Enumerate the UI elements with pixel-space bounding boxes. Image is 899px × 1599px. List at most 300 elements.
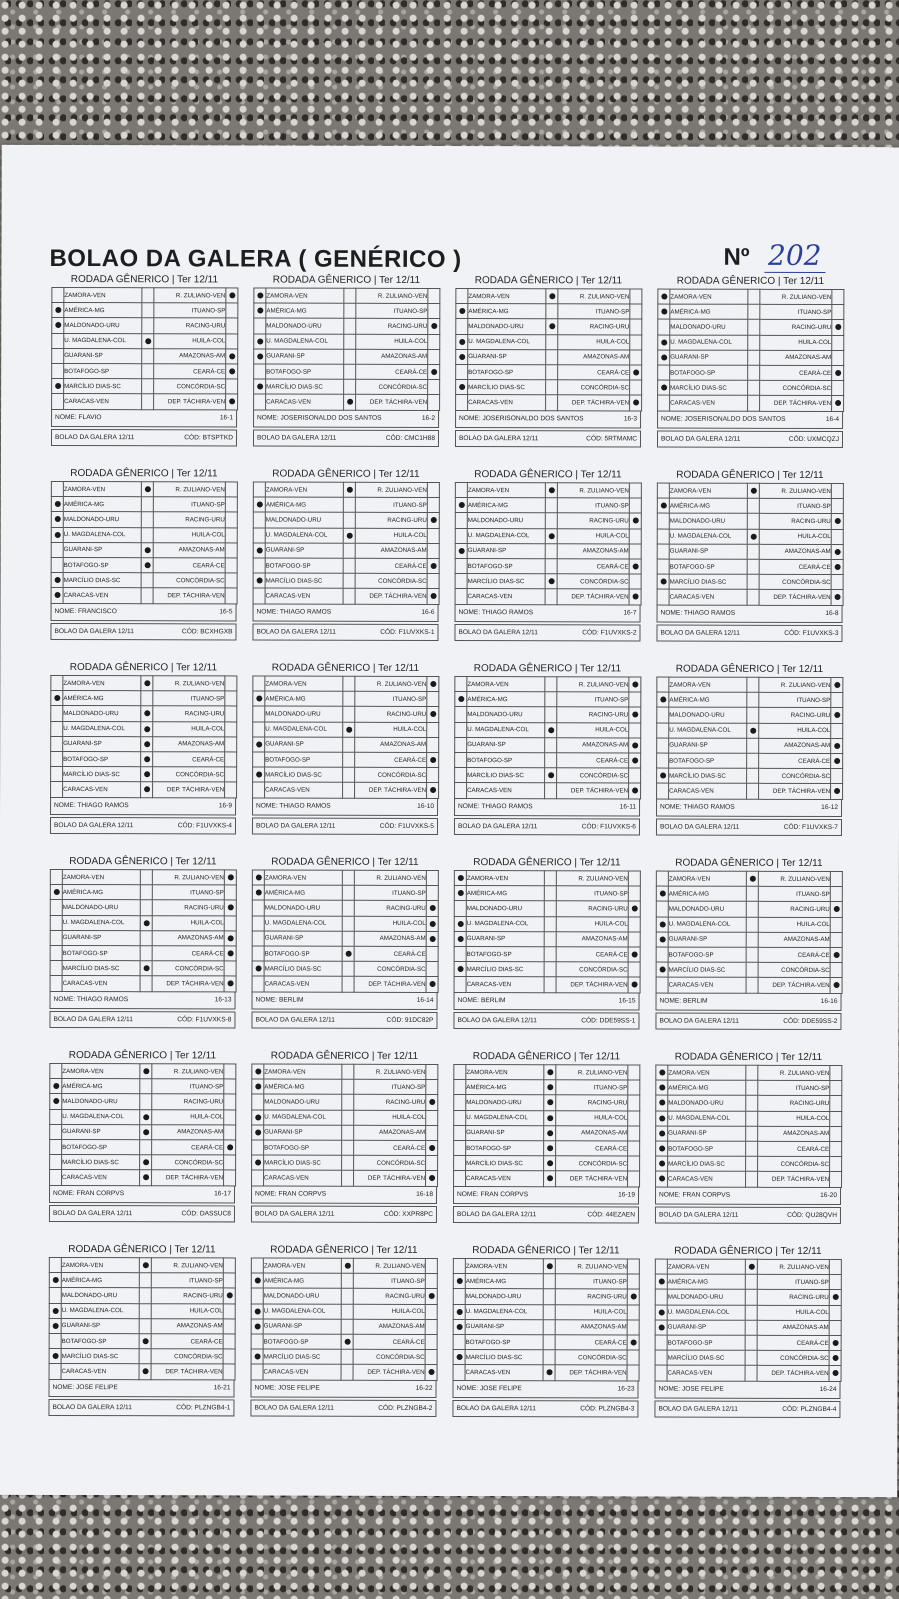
pick-home-cell (454, 1080, 466, 1095)
pick-home-cell (252, 946, 264, 961)
pick-away-cell (628, 1156, 640, 1171)
pick-home-cell (50, 930, 62, 945)
away-team: RACING-URU (558, 319, 630, 334)
ticket (453, 856, 639, 1028)
game-row (254, 379, 440, 395)
pick-home-cell (454, 962, 466, 977)
ticket (50, 467, 236, 639)
pick-home-cell (253, 691, 265, 706)
game-row (51, 675, 237, 691)
ticket-code: CÓD: PLZNGB4-1 (176, 1403, 231, 1411)
home-team: GUARANI-SP (669, 738, 747, 753)
game-row (455, 752, 641, 768)
game-row (454, 1140, 640, 1156)
away-team: AMAZONAS-AM (355, 543, 427, 558)
games-table (655, 1065, 842, 1188)
pick-away-cell (225, 482, 237, 497)
pick-mark-icon (53, 1098, 59, 1104)
pick-draw-cell (342, 1155, 354, 1170)
pick-home-cell (51, 782, 63, 797)
pick-home-cell (251, 1273, 263, 1288)
pick-away-cell (627, 1335, 639, 1350)
game-row (51, 497, 237, 513)
pick-away-cell (226, 318, 238, 333)
pick-home-cell (456, 334, 468, 349)
away-team: CONCÓRDIA-SC (354, 1155, 426, 1170)
pick-mark-icon (229, 399, 235, 405)
away-team: R. ZULIANO-VEN (154, 288, 226, 303)
game-row (455, 768, 641, 784)
pick-mark-icon (661, 309, 667, 315)
home-team: ZAMORA-VEN (263, 1258, 341, 1273)
home-team: CARACAS-VEN (667, 1365, 745, 1380)
game-row (656, 1156, 842, 1172)
ticket-footer (251, 1205, 437, 1222)
ticket (657, 275, 843, 447)
game-row (51, 588, 237, 604)
pick-mark-icon (344, 1339, 350, 1345)
away-team: HUILA-COL (758, 1111, 830, 1126)
game-row (254, 334, 440, 350)
ticket (51, 273, 237, 445)
ticket-header: RODADA GÊNERICO | Ter 12/11 (270, 1244, 418, 1256)
pick-home-cell (454, 1171, 466, 1186)
pick-home-cell (252, 885, 264, 900)
footer-label: BOLAO DA GALERA 12/11 (456, 1404, 536, 1412)
pick-draw-cell (745, 1335, 757, 1350)
away-team: RACING-URU (154, 318, 226, 333)
pick-away-cell (225, 527, 237, 542)
away-team: RACING-URU (355, 707, 427, 722)
ticket-code: CÓD: F1UVXKS-7 (783, 823, 838, 831)
pick-away-cell (427, 498, 439, 513)
pick-draw-cell (746, 1111, 758, 1126)
home-team: BOTAFOGO-SP (63, 751, 141, 766)
away-team: AMAZONAS-AM (758, 932, 830, 947)
away-team: CEARÁ-CE (557, 753, 629, 768)
home-team: MALDONADO-URU (668, 901, 746, 916)
ticket (250, 1243, 436, 1415)
away-team: ITUANO-SP (153, 691, 225, 706)
game-row (51, 512, 237, 528)
ticket-id: 16-18 (416, 1190, 434, 1198)
pick-draw-cell (342, 916, 354, 931)
game-row (49, 1349, 235, 1365)
home-team: AMÉRICA-MG (63, 497, 141, 512)
pick-mark-icon (457, 875, 463, 881)
ticket-footer (50, 622, 236, 639)
pick-mark-icon (456, 1354, 462, 1360)
pick-away-cell (831, 590, 843, 605)
pick-home-cell (50, 1170, 62, 1185)
home-team: ZAMORA-VEN (468, 289, 546, 304)
pick-draw-cell (140, 1170, 152, 1185)
home-team: AMÉRICA-MG (61, 1273, 139, 1288)
pick-mark-icon (834, 758, 840, 764)
ticket-footer (452, 1400, 638, 1417)
away-team: DEP. TÁCHIRA-VEN (556, 977, 628, 992)
pick-mark-icon (54, 695, 60, 701)
home-team: MALDONADO-URU (465, 1289, 543, 1304)
pick-mark-icon (52, 1323, 58, 1329)
away-team: CEARÁ-CE (758, 1141, 830, 1156)
away-team: HUILA-COL (355, 722, 427, 737)
ticket-footer (51, 428, 237, 445)
pick-mark-icon (52, 1277, 58, 1283)
home-team: CARACAS-VEN (265, 588, 343, 603)
home-team: MARCÍLIO DIAS-SC (465, 1350, 543, 1365)
ticket-footer (656, 624, 842, 641)
pick-draw-cell (344, 395, 356, 410)
game-row (455, 543, 641, 559)
pick-mark-icon (459, 354, 465, 360)
game-row (455, 783, 641, 799)
game-row (253, 543, 439, 559)
game-row (253, 588, 439, 604)
pick-home-cell (455, 783, 467, 798)
pick-draw-cell (543, 1304, 555, 1319)
away-team: R. ZULIANO-VEN (758, 871, 830, 886)
game-row (251, 1258, 437, 1274)
pick-mark-icon (834, 518, 840, 524)
pick-home-cell (455, 722, 467, 737)
home-team: GUARANI-SP (63, 736, 141, 751)
pick-mark-icon (456, 1309, 462, 1315)
ticket-name-row (453, 1187, 639, 1204)
ticket (252, 661, 438, 833)
home-team: BOTAFOGO-SP (668, 947, 746, 962)
player-name: NOME: FRAN CORPVS (659, 1191, 731, 1199)
ticket-header: RODADA GÊNERICO | Ter 12/11 (272, 468, 420, 480)
pick-mark-icon (632, 594, 638, 600)
pick-draw-cell (342, 901, 354, 916)
footer-label: BOLAO DA GALERA 12/11 (256, 433, 337, 442)
away-team: DEP. TÁCHIRA-VEN (759, 784, 831, 799)
away-team: RACING-URU (152, 1094, 224, 1109)
game-row (658, 335, 844, 351)
pick-mark-icon (143, 1129, 149, 1135)
home-team: GUARANI-SP (63, 542, 141, 557)
away-team: RACING-URU (152, 900, 224, 915)
pick-home-cell (50, 1155, 62, 1170)
game-row (454, 931, 640, 947)
pick-home-cell (658, 289, 670, 304)
pick-draw-cell (140, 961, 152, 976)
pick-away-cell (628, 1080, 640, 1095)
pick-home-cell (455, 558, 467, 573)
pick-away-cell (629, 753, 641, 768)
home-team: MALDONADO-URU (264, 1094, 342, 1109)
game-row (454, 962, 640, 978)
home-team: ZAMORA-VEN (467, 677, 545, 692)
pick-away-cell (829, 1275, 841, 1290)
pick-draw-cell (140, 930, 152, 945)
number-label: Nº (723, 243, 750, 271)
home-team: U. MAGDALENA-COL (63, 527, 141, 542)
away-team: RACING-URU (757, 1290, 829, 1305)
game-row (50, 915, 236, 931)
ticket-code: CÓD: F1UVXKS-2 (582, 628, 637, 636)
ticket (655, 1051, 841, 1223)
pick-away-cell (223, 1303, 235, 1318)
away-team: AMAZONAS-AM (356, 349, 428, 364)
away-team: RACING-URU (355, 513, 427, 528)
pick-draw-cell (543, 1274, 555, 1289)
ticket-code: CÓD: DASSUC8 (181, 1209, 231, 1217)
pick-away-cell (628, 1095, 640, 1110)
away-team: ITUANO-SP (556, 1080, 628, 1095)
pick-away-cell (427, 752, 439, 767)
away-team: R. ZULIANO-VEN (355, 482, 427, 497)
game-row (453, 1365, 639, 1381)
away-team: CEARÁ-CE (151, 1334, 223, 1349)
game-row (454, 886, 640, 902)
pick-home-cell (253, 558, 265, 573)
home-team: CARACAS-VEN (64, 394, 142, 409)
game-row (51, 542, 237, 558)
pick-draw-cell (343, 676, 355, 691)
away-team: HUILA-COL (759, 529, 831, 544)
game-row (658, 380, 844, 396)
game-row (456, 395, 642, 411)
away-team: CONCÓRDIA-SC (154, 379, 226, 394)
pick-draw-cell (341, 1365, 353, 1380)
game-row (456, 334, 642, 350)
pick-home-cell (658, 335, 670, 350)
pick-home-cell (658, 395, 670, 410)
ticket (49, 1049, 235, 1221)
game-row (253, 573, 439, 589)
pick-away-cell (427, 482, 439, 497)
pick-home-cell (253, 497, 265, 512)
away-team: CEARÁ-CE (152, 1140, 224, 1155)
pick-home-cell (253, 706, 265, 721)
pick-draw-cell (139, 1334, 151, 1349)
pick-draw-cell (746, 1126, 758, 1141)
pick-draw-cell (341, 1319, 353, 1334)
away-team: HUILA-COL (152, 915, 224, 930)
away-team: CONCÓRDIA-SC (152, 961, 224, 976)
home-team: CARACAS-VEN (63, 782, 141, 797)
pick-away-cell (425, 1304, 437, 1319)
pick-away-cell (427, 722, 439, 737)
pick-draw-cell (140, 1064, 152, 1079)
footer-label: BOLAO DA GALERA 12/11 (254, 1403, 334, 1412)
game-row (50, 976, 236, 992)
pick-home-cell (657, 498, 669, 513)
ticket (252, 467, 438, 639)
home-team: BOTAFOGO-SP (466, 946, 544, 961)
pick-mark-icon (750, 727, 756, 733)
away-team: ITUANO-SP (555, 1274, 627, 1289)
pick-away-cell (830, 1065, 842, 1080)
away-team: R. ZULIANO-VEN (759, 483, 831, 498)
pick-draw-cell (139, 1258, 151, 1273)
game-row (251, 1349, 437, 1365)
pick-draw-cell (341, 1349, 353, 1364)
ticket-footer (654, 1400, 840, 1417)
game-row (657, 574, 843, 590)
pick-home-cell (253, 782, 265, 797)
pick-mark-icon (430, 787, 436, 793)
ticket-name-row (454, 993, 640, 1010)
away-team: AMAZONAS-AM (153, 736, 225, 751)
game-row (50, 869, 236, 885)
pick-away-cell (426, 1125, 438, 1140)
pick-draw-cell (745, 1274, 757, 1289)
footer-label: BOLAO DA GALERA 12/11 (658, 1405, 738, 1413)
pick-draw-cell (342, 1095, 354, 1110)
away-team: HUILA-COL (152, 1109, 224, 1124)
pick-draw-cell (344, 379, 356, 394)
ticket-code: CÓD: F1UVXKS-4 (177, 821, 232, 829)
pick-home-cell (657, 574, 669, 589)
pick-away-cell (225, 543, 237, 558)
home-team: MARCÍLIO DIAS-SC (265, 573, 343, 588)
pick-mark-icon (750, 488, 756, 494)
away-team: R. ZULIANO-VEN (353, 1258, 425, 1273)
pick-draw-cell (140, 1094, 152, 1109)
ticket (452, 1244, 638, 1416)
footer-label: BOLAO DA GALERA 12/11 (458, 434, 539, 442)
pick-home-cell (456, 319, 468, 334)
pick-home-cell (50, 1079, 62, 1094)
footer-label: BOLAO DA GALERA 12/11 (660, 629, 740, 637)
pick-away-cell (425, 1274, 437, 1289)
away-team: R. ZULIANO-VEN (355, 676, 427, 691)
away-team: AMAZONAS-AM (555, 1320, 627, 1335)
game-row (655, 1305, 841, 1321)
ticket-header: RODADA GÊNERICO | Ter 12/11 (676, 469, 824, 481)
home-team: MALDONADO-URU (264, 900, 342, 915)
pick-mark-icon (458, 696, 464, 702)
pick-mark-icon (255, 1084, 261, 1090)
home-team: BOTAFOGO-SP (266, 364, 344, 379)
away-team: CONCÓRDIA-SC (558, 380, 630, 395)
pick-mark-icon (256, 502, 262, 508)
away-team: DEP. TÁCHIRA-VEN (556, 1171, 628, 1186)
pick-mark-icon (834, 712, 840, 718)
ticket-id: 16-14 (416, 996, 434, 1004)
home-team: MARCÍLIO DIAS-SC (467, 768, 545, 783)
ticket-header: RODADA GÊNERICO | Ter 12/11 (674, 1245, 822, 1257)
footer-label: BOLAO DA GALERA 12/11 (457, 1016, 537, 1024)
game-row (455, 692, 641, 708)
away-team: R. ZULIANO-VEN (759, 677, 831, 692)
player-name: NOME: THIAGO RAMOS (458, 609, 534, 617)
pick-draw-cell (747, 574, 759, 589)
home-team: ZAMORA-VEN (466, 871, 544, 886)
game-row (455, 528, 641, 544)
away-team: RACING-URU (557, 513, 629, 528)
away-team: CEARÁ-CE (556, 947, 628, 962)
pick-away-cell (224, 1170, 236, 1185)
game-row (52, 348, 238, 364)
game-row (455, 558, 641, 574)
pick-home-cell (455, 574, 467, 589)
pick-home-cell (51, 767, 63, 782)
pick-away-cell (831, 753, 843, 768)
away-team: AMAZONAS-AM (759, 544, 831, 559)
pick-mark-icon (430, 593, 436, 599)
pick-away-cell (427, 783, 439, 798)
pick-draw-cell (745, 1350, 757, 1365)
player-name: NOME: BERLIM (457, 997, 506, 1005)
pick-away-cell (428, 304, 440, 319)
pick-draw-cell (139, 1349, 151, 1364)
pick-away-cell (629, 513, 641, 528)
pick-home-cell (50, 885, 62, 900)
pick-home-cell (655, 1320, 667, 1335)
home-team: ZAMORA-VEN (667, 1259, 745, 1274)
pick-mark-icon (833, 906, 839, 912)
home-team: MALDONADO-URU (265, 512, 343, 527)
away-team: CONCÓRDIA-SC (759, 768, 831, 783)
game-row (656, 947, 842, 963)
pick-draw-cell (545, 528, 557, 543)
away-team: HUILA-COL (356, 334, 428, 349)
pick-mark-icon (257, 353, 263, 359)
pick-home-cell (456, 304, 468, 319)
pick-mark-icon (255, 1068, 261, 1074)
pick-draw-cell (745, 1290, 757, 1305)
pick-mark-icon (457, 936, 463, 942)
pick-home-cell (656, 871, 668, 886)
pick-draw-cell (747, 544, 759, 559)
pick-home-cell (454, 1125, 466, 1140)
pick-draw-cell (344, 334, 356, 349)
pick-mark-icon (144, 771, 150, 777)
pick-mark-icon (145, 338, 151, 344)
pick-mark-icon (659, 1085, 665, 1091)
pick-home-cell (52, 303, 64, 318)
game-row (253, 528, 439, 544)
pick-mark-icon (142, 1368, 148, 1374)
home-team: CARACAS-VEN (670, 395, 748, 410)
away-team: CEARÁ-CE (354, 1140, 426, 1155)
pick-away-cell (224, 961, 236, 976)
pick-draw-cell (545, 559, 557, 574)
pick-mark-icon (659, 1161, 665, 1167)
away-team: CEARÁ-CE (353, 1334, 425, 1349)
ticket-name-row (49, 1185, 235, 1202)
pick-away-cell (428, 319, 440, 334)
home-team: GUARANI-SP (264, 931, 342, 946)
away-team: HUILA-COL (556, 1110, 628, 1125)
pick-away-cell (224, 1079, 236, 1094)
game-row (253, 706, 439, 722)
away-team: ITUANO-SP (154, 303, 226, 318)
pick-mark-icon (144, 726, 150, 732)
ticket (656, 469, 842, 641)
game-row (50, 930, 236, 946)
pick-draw-cell (546, 380, 558, 395)
pick-home-cell (455, 528, 467, 543)
pick-away-cell (226, 364, 238, 379)
game-row (49, 1333, 235, 1349)
pick-mark-icon (254, 1278, 260, 1284)
game-row (656, 1095, 842, 1111)
pick-away-cell (426, 1064, 438, 1079)
pick-mark-icon (430, 757, 436, 763)
pick-home-cell (657, 753, 669, 768)
pick-draw-cell (142, 394, 154, 409)
away-team: AMAZONAS-AM (354, 1125, 426, 1140)
pick-home-cell (49, 1349, 61, 1364)
pick-away-cell (224, 976, 236, 991)
away-team: DEP. TÁCHIRA-VEN (557, 589, 629, 604)
game-row (50, 1139, 236, 1155)
